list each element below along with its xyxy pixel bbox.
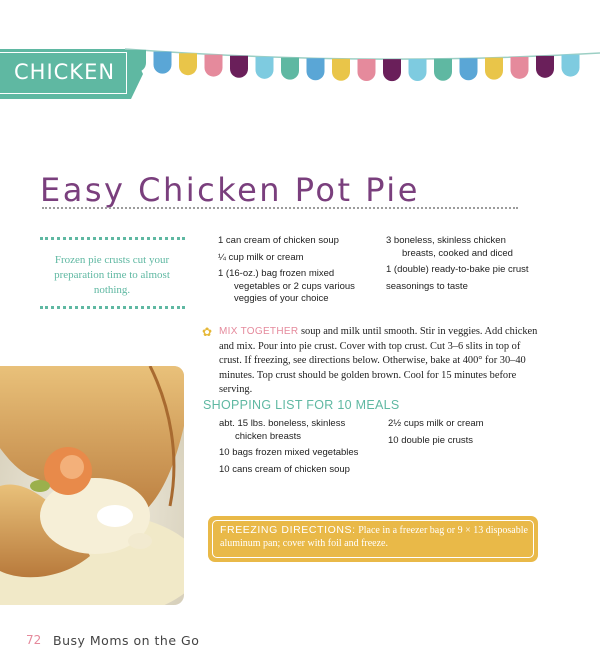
bunting-decoration <box>125 45 600 115</box>
shopping-column-2 <box>388 418 538 451</box>
tip-bottom-dots <box>40 306 185 309</box>
bunting-flag <box>307 58 325 80</box>
tip-text: Frozen pie crusts cut your preparation time to almost nothing. <box>54 254 170 296</box>
tip-top-dots <box>40 237 185 240</box>
section-banner <box>0 49 131 99</box>
recipe-title: Easy Chicken Pot Pie <box>40 171 420 209</box>
shopping-column-1 <box>219 418 379 480</box>
bunting-flag <box>256 57 274 79</box>
bunting-flag <box>179 53 197 75</box>
shopping-item: 2½ cups milk or cream <box>388 418 484 429</box>
ingredient-item: 3 boneless, skinless chicken breasts, cooked and diced <box>386 235 513 259</box>
freezing-directions-box <box>208 516 538 562</box>
shopping-list-heading: SHOPPING LIST FOR 10 MEALS <box>203 398 400 412</box>
bunting-flag <box>434 59 452 81</box>
bunting-flag <box>383 59 401 81</box>
ingredient-item: 1 (16-oz.) bag frozen mixed vegetables or 2 cups various veggies of your choice <box>218 268 355 304</box>
ingredient-item: seasonings to taste <box>386 280 468 292</box>
bunting-flag <box>460 58 478 80</box>
shopping-item: 10 bags frozen mixed vegetables <box>219 447 359 458</box>
freezing-text: Place in a freezer bag or 9 × 13 disposable aluminum pan; cover with foil and freeze. <box>220 525 528 549</box>
bunting-flag <box>358 59 376 81</box>
shopping-item: 10 double pie crusts <box>388 434 474 446</box>
pot-pie-photo <box>0 366 184 605</box>
shopping-item: 10 cans cream of chicken soup <box>219 463 350 475</box>
directions-lead: MIX TOGETHER <box>219 326 299 337</box>
bunting-flag <box>332 59 350 81</box>
freezing-directions <box>220 524 528 550</box>
book-title: Busy Moms on the Go <box>53 633 200 648</box>
bunting-flag <box>562 55 580 77</box>
directions <box>219 325 539 398</box>
directions-text: soup and milk until smooth. Stir in veggies. Add chicken and mix. Pour into pie crust. Cover with top crust. Cut 3–6 slits in top of crust. If freezing, see directions below. Otherwise, bake at 400° for 30–40 minutes. Top crust should be golden brown. Cool for 15 minutes before serving. <box>219 326 538 395</box>
section-label: CHICKEN <box>14 60 116 84</box>
bunting-flag <box>128 50 146 72</box>
bunting-flag <box>511 57 529 79</box>
freezing-lead: FREEZING DIRECTIONS: <box>220 524 356 536</box>
flower-icon: ✿ <box>202 325 213 339</box>
page-number: 72 <box>26 633 42 647</box>
ingredient-item: 1 can cream of chicken soup <box>218 235 339 246</box>
title-rule <box>42 207 518 209</box>
bunting-flag <box>154 52 172 74</box>
bunting-flag <box>409 59 427 81</box>
ingredient-item: ¼ cup milk or cream <box>218 251 304 263</box>
ingredients-column-1 <box>218 235 378 310</box>
bunting-flag <box>485 58 503 80</box>
shopping-item: abt. 15 lbs. boneless, skinless chicken breasts <box>219 418 346 442</box>
bunting-flag <box>230 56 248 78</box>
bunting-flag <box>536 56 554 78</box>
ingredient-item: 1 (double) ready-to-bake pie crust <box>386 264 529 275</box>
ingredients-column-2 <box>386 235 536 297</box>
bunting-flag <box>205 55 223 77</box>
bunting-flag <box>281 58 299 80</box>
